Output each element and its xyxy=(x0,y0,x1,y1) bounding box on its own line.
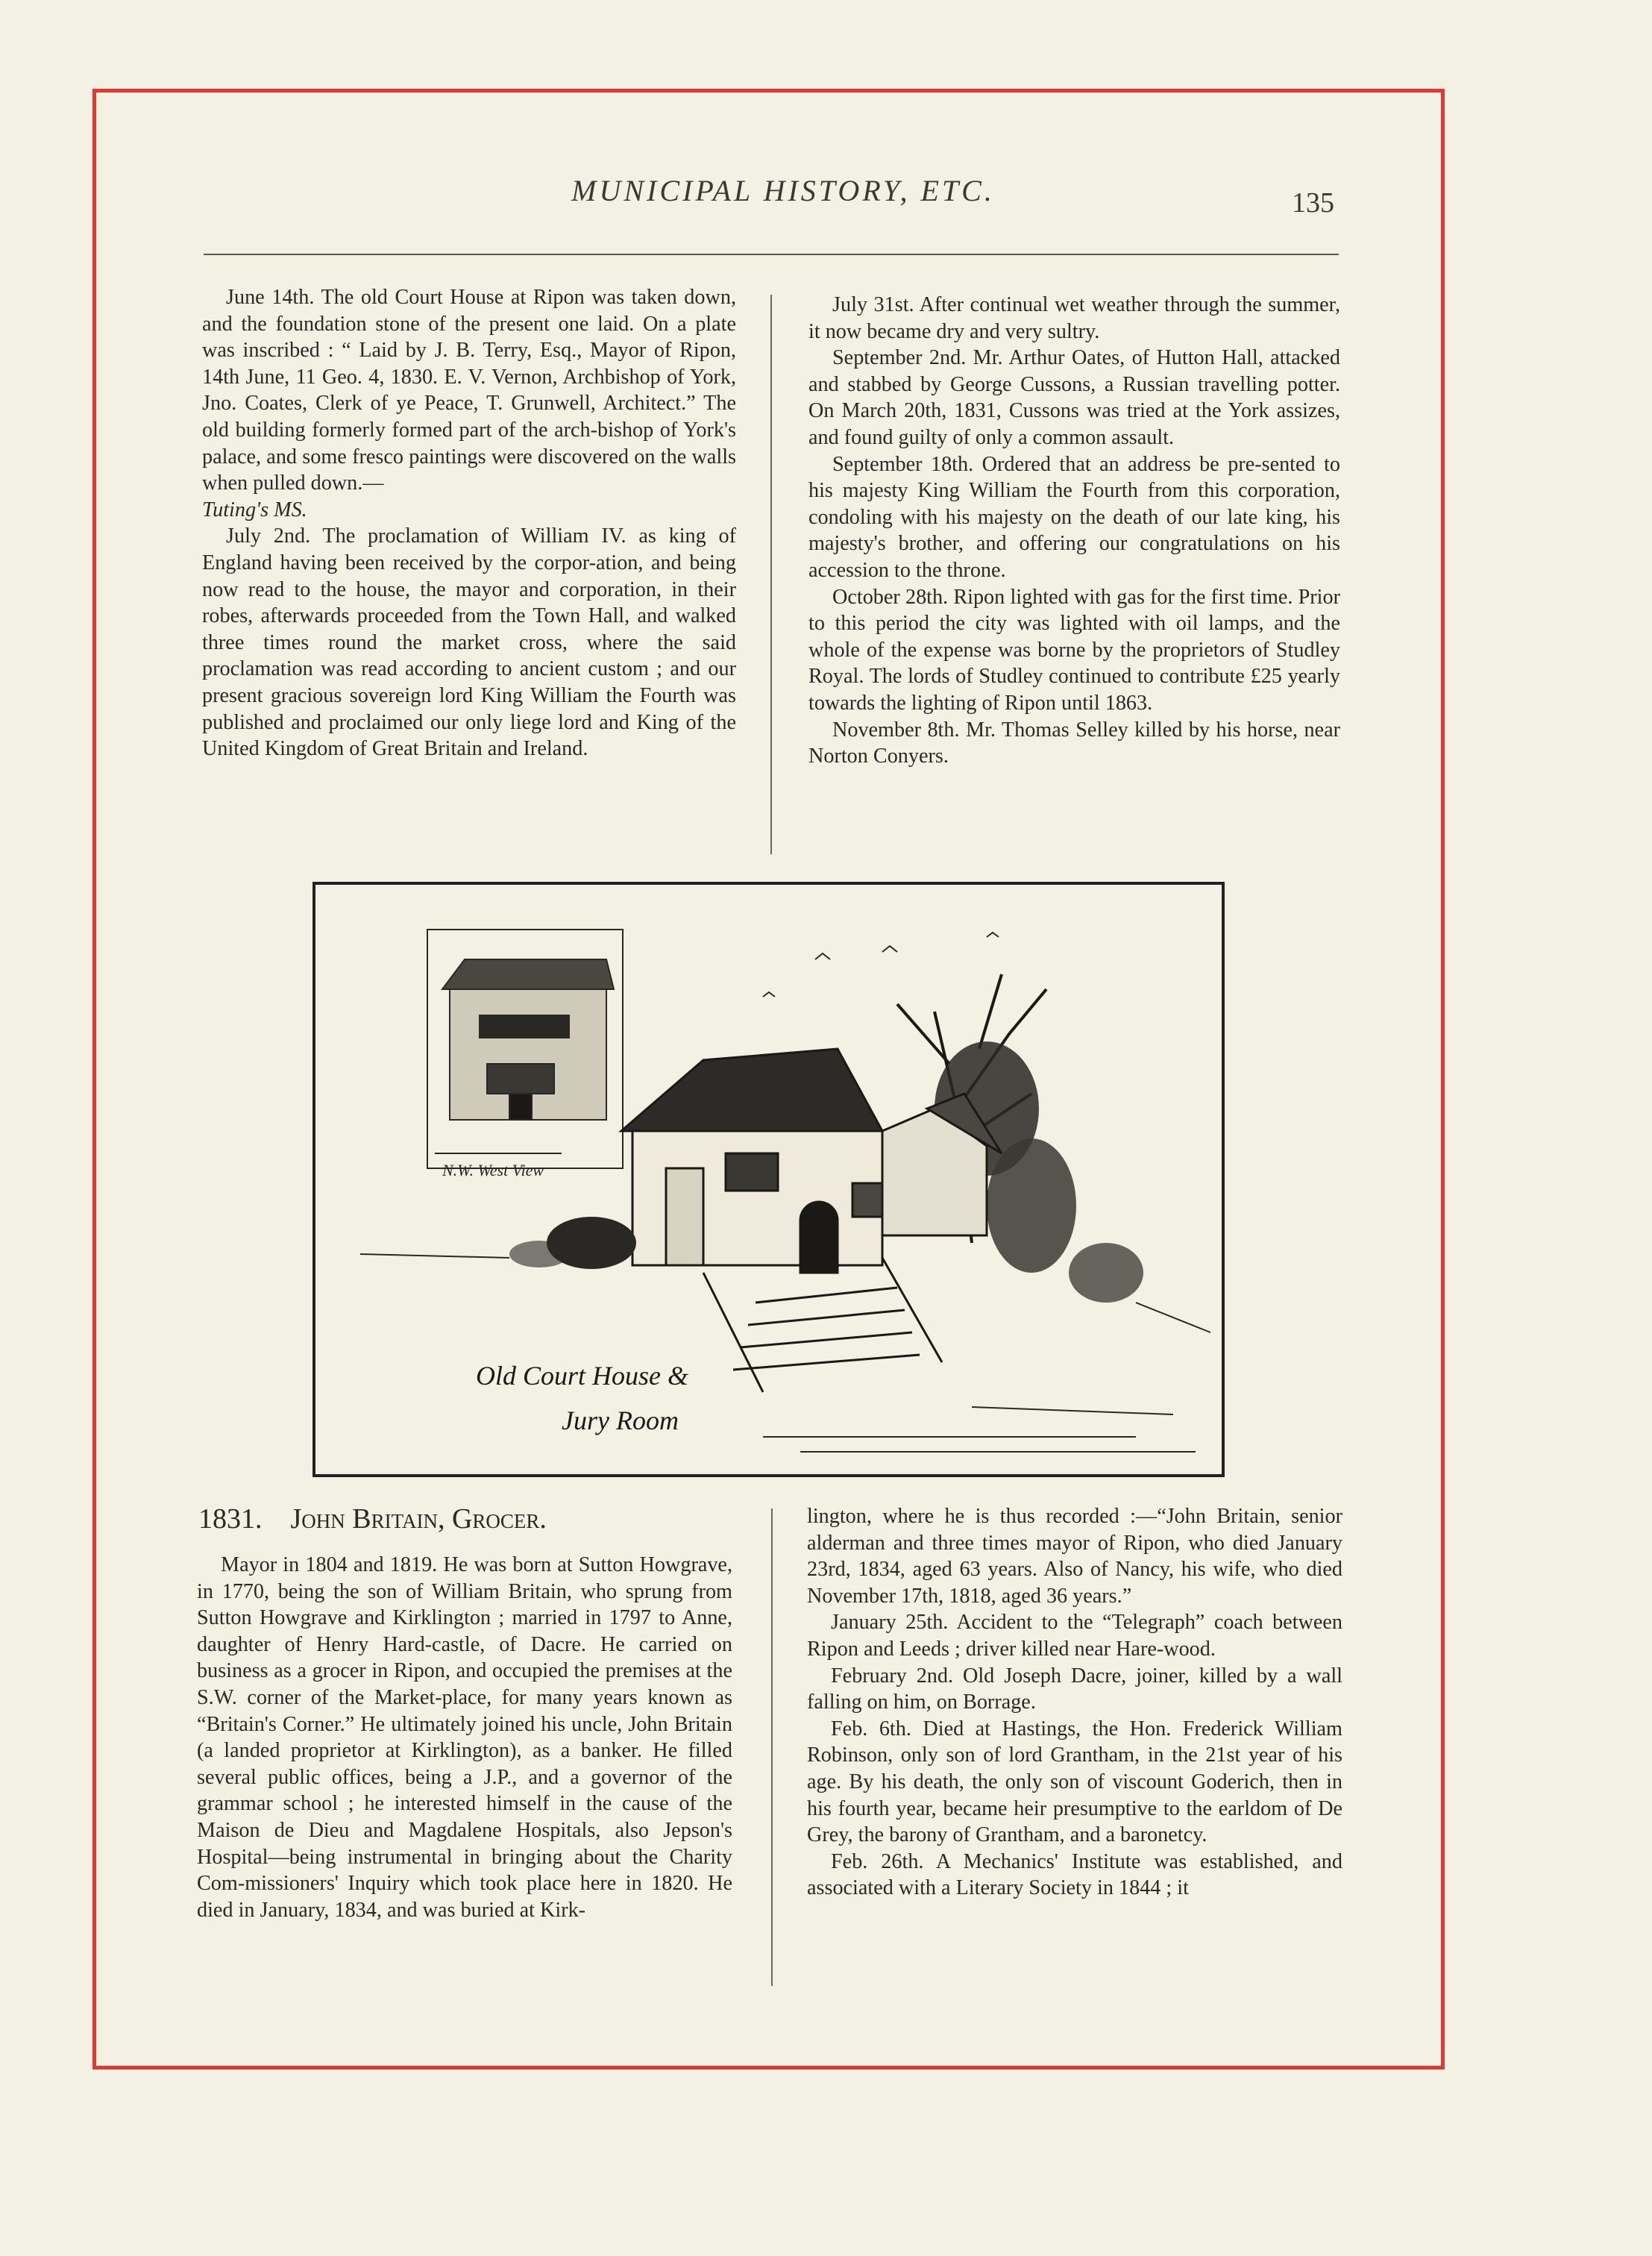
paragraph-november-8: November 8th. Mr. Thomas Selley killed by his horse, near Norton Conyers. xyxy=(808,718,1340,768)
paragraph-june-14: June 14th. The old Court House at Ripon was taken down, and the foundation stone of the present one laid. On a plate was inscribed : “ Laid by J. B. Terry, Esq., Mayor of Ripon, 14th June, 11 Geo. 4, 1830. E. V. Vernon, Archbishop of York, Jno. Coates, Clerk of ye Peace, T. Grunwell, Architect.” The old building formerly formed part of the arch-bishop of York's palace, and some fresco paintings were discovered on the walls when pulled down.— xyxy=(202,286,736,495)
column-3 xyxy=(197,1552,732,1923)
illustration-old-court-house xyxy=(313,882,1225,1477)
inset-caption: N.W. West View xyxy=(442,1161,544,1179)
paragraph-mayor-bio: Mayor in 1804 and 1819. He was born at Sutton Howgrave, in 1770, being the son of William Britain, who sprung from Sutton Howgrave and Kirklington ; married in 1797 to Anne, daughter of Henry Hard-castle, of Dacre. He carried on business as a grocer in Ripon, and occupied the premises at the S.W. corner of the Market-place, for many years known as “Britain's Corner.” He ultimately joined his uncle, John Britain (a landed proprietor at Kirklington), as a banker. He filled several public offices, being a J.P., and a governor of the grammar school ; he interested himself in the cause of the Maison de Dieu and Magdalene Hospitals, also Jepson's Hospital—being instrumental in bringing about the Charity Com-missioners' Inquiry which took place here in 1820. He died in January, 1834, and was buried at Kirk- xyxy=(197,1553,732,1922)
steps xyxy=(703,1258,942,1392)
paragraph-february-2: February 2nd. Old Joseph Dacre, joiner, killed by a wall falling on him, on Borrage. xyxy=(807,1664,1342,1714)
paragraph-october-28: October 28th. Ripon lighted with gas for the first time. Prior to this period the city was lighted with oil lamps, and the whole of the expense was borne by the proprietors of Studley Royal. The lords of Studley continued to contribute £25 yearly towards the lighting of Ripon until 1863. xyxy=(808,585,1340,715)
illustration-caption-line1: Old Court House & xyxy=(476,1361,689,1391)
header-rule xyxy=(204,254,1339,255)
source-citation: Tuting's MS. xyxy=(202,498,307,521)
mayor-name: John Britain, Grocer. xyxy=(290,1503,547,1535)
mayor-heading xyxy=(198,1503,765,1535)
paragraph-july-31: July 31st. After continual wet weather through the summer, it now became dry and very sultry. xyxy=(808,293,1340,343)
column-1 xyxy=(202,284,736,762)
running-title: MUNICIPAL HISTORY, ETC. xyxy=(571,174,995,207)
paragraph-january-25: January 25th. Accident to the “Telegraph” coach between Ripon and Leeds ; driver killed near Hare-wood. xyxy=(807,1611,1342,1661)
column-2 xyxy=(808,292,1340,770)
paragraph-july-2: July 2nd. The proclamation of William IV. as king of England having been received by the corpor-ation, and being now read to the house, the mayor and corporation, in their robes, afterwards proceeded from the Town Hall, and walked three times round the market cross, where the said proclamation was read according to ancient custom ; and our present gracious sovereign lord King William the Fourth was published and proclaimed our only liege lord and King of the United Kingdom of Great Britain and Ireland. xyxy=(202,524,736,761)
mayor-year: 1831. xyxy=(198,1503,263,1535)
paragraph-september-18: September 18th. Ordered that an address be pre-sented to his majesty King William the Fourth from this corporation, condoling with his majesty on the death of our late king, his majesty's brother, and offering our congratulations on his accession to the throne. xyxy=(808,452,1340,582)
illustration-caption-line2: Jury Room xyxy=(562,1406,679,1435)
column-divider-bottom xyxy=(771,1508,773,1986)
column-divider-top xyxy=(770,295,772,854)
page-number: 135 xyxy=(1292,187,1334,219)
birds xyxy=(763,933,999,997)
court-house-sketch xyxy=(315,885,1222,1474)
paragraph-september-2: September 2nd. Mr. Arthur Oates, of Hutton Hall, attacked and stabbed by George Cussons, a Russian travelling potter. On March 20th, 1831, Cussons was tried at the York assizes, and found guilty of only a common assault. xyxy=(808,346,1340,449)
paragraph-feb-6: Feb. 6th. Died at Hastings, the Hon. Frederick William Robinson, only son of lord Grantham, in the 21st year of his age. By his death, the only son of viscount Goderich, then in his fourth year, became heir presumptive to the earldom of De Grey, the barony of Grantham, and a baronetcy. xyxy=(807,1717,1342,1847)
paragraph-feb-26: Feb. 26th. A Mechanics' Institute was established, and associated with a Literary Society in 1844 ; it xyxy=(807,1849,1342,1900)
paragraph-kirklington: lington, where he is thus recorded :—“John Britain, senior alderman and three times mayor of Ripon, who died January 23rd, 1834, aged 63 years. Also of Nancy, his wife, who died November 17th, 1818, aged 36 years.” xyxy=(807,1505,1342,1608)
inset-west-view xyxy=(427,930,623,1168)
column-4 xyxy=(807,1503,1342,1902)
